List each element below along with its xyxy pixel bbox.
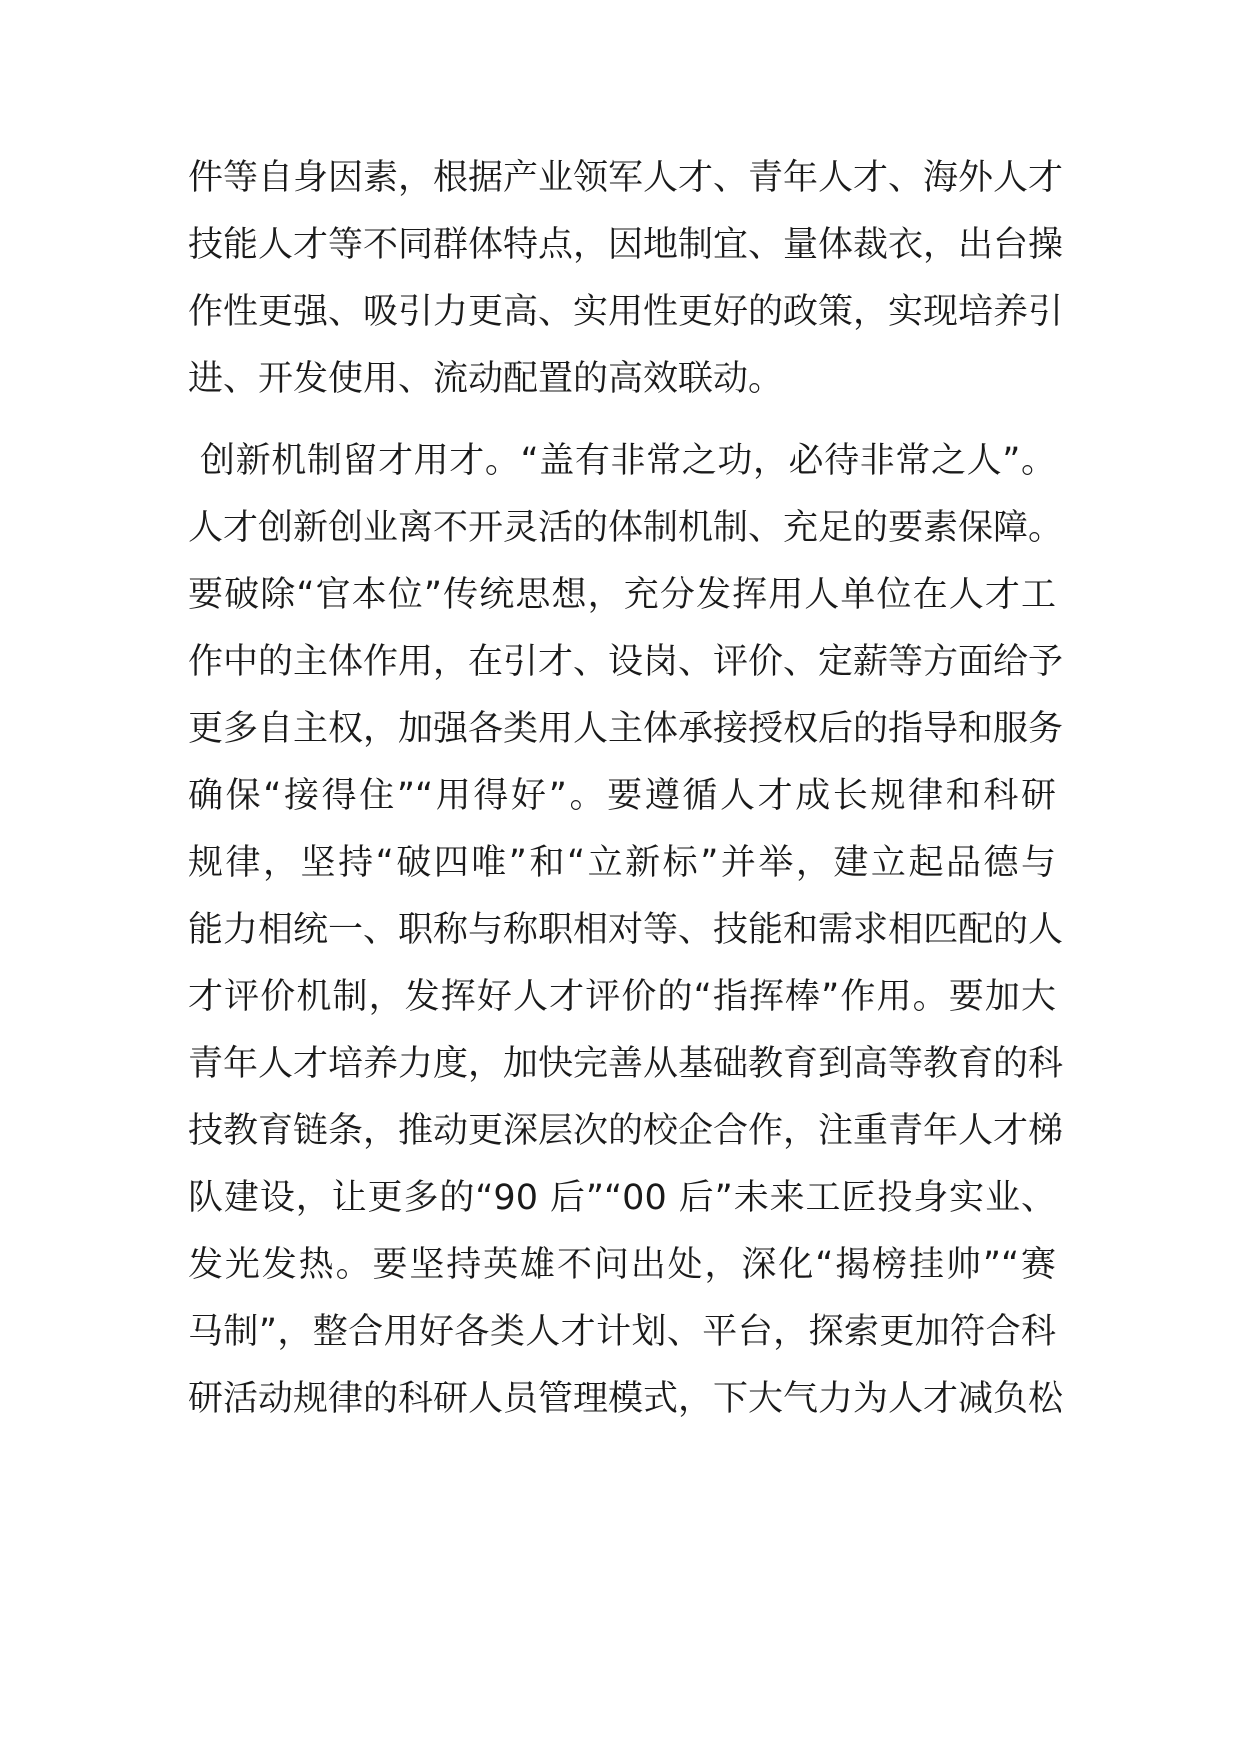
paragraph-line: 创新机制留才用才。“盖有非常之功，必待非常之人”。 [200,441,1056,481]
paragraph-line: 技教育链条，推动更深层次的校企合作，注重青年人才梯 [188,1111,1064,1151]
paragraph-line: 人才创新创业离不开灵活的体制机制、充足的要素保障。 [188,508,1064,548]
paragraph-line: 研活动规律的科研人员管理模式，下大气力为人才减负松 [188,1379,1064,1419]
paragraph-line: 规律，坚持“破四唯”和“立新标”并举，建立起品德与 [188,843,1056,883]
paragraph-line: 确保“接得住”“用得好”。要遵循人才成长规律和科研 [188,776,1056,816]
paragraph-line: 进、开发使用、流动配置的高效联动。 [188,359,784,399]
paragraph-line: 能力相统一、职称与称职相对等、技能和需求相匹配的人 [188,910,1064,950]
paragraph-line: 才评价机制，发挥好人才评价的“指挥棒”作用。要加大 [188,977,1056,1017]
paragraph-line: 更多自主权，加强各类用人主体承接授权后的指导和服务 [188,709,1064,749]
paragraph-line: 要破除“官本位”传统思想，充分发挥用人单位在人才工 [188,575,1056,615]
paragraph-line: 技能人才等不同群体特点，因地制宜、量体裁衣，出台操 [188,225,1064,265]
paragraph-line: 作中的主体作用，在引才、设岗、评价、定薪等方面给予 [188,642,1064,682]
paragraph-line: 发光发热。要坚持英雄不问出处，深化“揭榜挂帅”“赛 [188,1245,1056,1285]
paragraph-line: 件等自身因素，根据产业领军人才、青年人才、海外人才 [188,158,1064,198]
paragraph-line: 队建设，让更多的“90 后”“00 后”未来工匠投身实业、 [188,1178,1056,1218]
paragraph-line: 作性更强、吸引力更高、实用性更好的政策，实现培养引 [188,292,1064,332]
paragraph-line: 青年人才培养力度，加快完善从基础教育到高等教育的科 [188,1044,1064,1084]
paragraph-line: 马制”，整合用好各类人才计划、平台，探索更加符合科 [188,1312,1056,1352]
